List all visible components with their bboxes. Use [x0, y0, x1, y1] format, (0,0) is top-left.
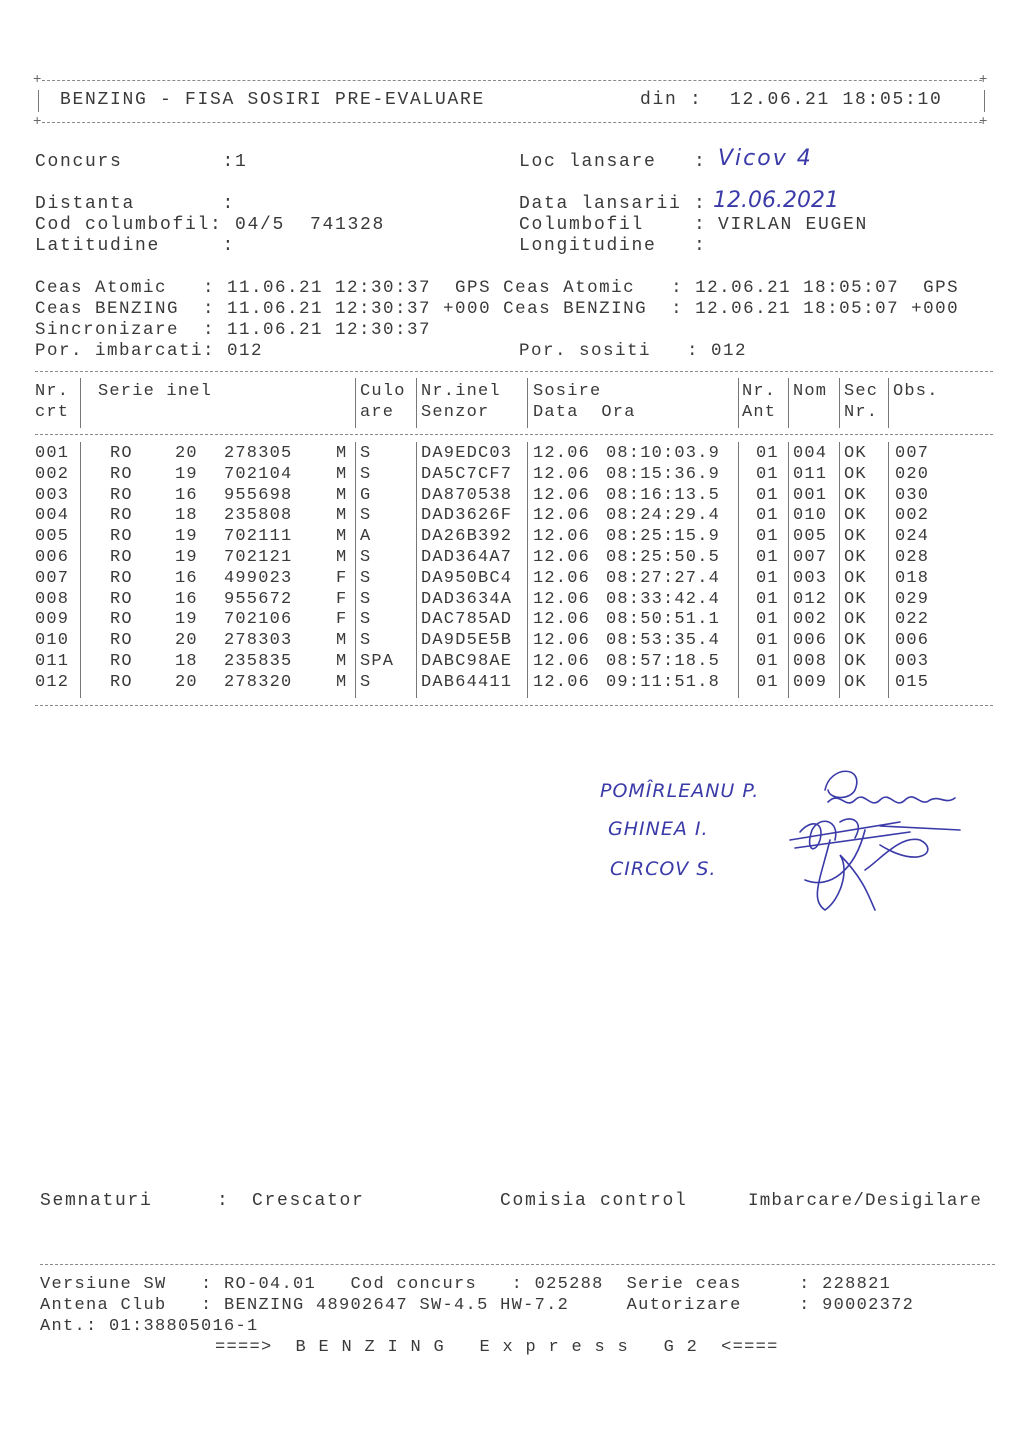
cell-ring: 955698 [224, 485, 293, 505]
header-sosire: Sosire [533, 382, 602, 401]
header-sec-nr: Nr. [844, 403, 879, 422]
cell-nom: 009 [793, 672, 828, 692]
cell-antenna: 01 [756, 568, 779, 588]
clock-line-benzing: Ceas BENZING : 11.06.21 12:30:37 +000 Ceas BENZING : 12.06.21 18:05:07 +000 [35, 299, 960, 319]
semnaturi-label: Semnaturi [40, 1191, 153, 1211]
box-corner: + [979, 114, 988, 130]
cell-sec: OK [844, 672, 867, 692]
cell-sensor: DA870538 [421, 485, 513, 505]
cell-antenna: 01 [756, 610, 779, 630]
header-nr-ant: Nr. [742, 382, 777, 401]
cell-year: 18 [175, 506, 198, 526]
cell-sec: OK [844, 464, 867, 484]
cell-ring: 702106 [224, 610, 293, 630]
cell-nr: 012 [35, 672, 70, 692]
cell-year: 18 [175, 652, 198, 671]
cell-nr: 002 [35, 464, 70, 484]
header-serie: Serie inel [98, 382, 213, 401]
cod-columbofil-value: 04/5 741328 [235, 215, 386, 235]
cell-country: RO [110, 610, 133, 630]
cell-color: S [360, 610, 372, 630]
distanta-label: Distanta : [35, 194, 236, 214]
cell-obs: 015 [895, 672, 930, 692]
footer-version-line: Versiune SW : RO-04.01 Cod concurs : 025288 Serie ceas : 228821 [40, 1275, 892, 1294]
column-separator [788, 378, 789, 428]
cell-nr: 006 [35, 548, 70, 567]
signature-name: POMÎRLEANU P. [600, 780, 760, 802]
cell-time: 08:15:36.9 [606, 464, 721, 484]
cell-antenna: 01 [756, 527, 779, 547]
cell-nom: 006 [793, 631, 828, 651]
cell-sensor: DA950BC4 [421, 568, 513, 588]
box-corner: + [979, 72, 988, 88]
cell-year: 19 [175, 548, 198, 567]
page-title: BENZING - FISA SOSIRI PRE-EVALUARE [60, 90, 486, 110]
header-sec: Sec [844, 382, 879, 401]
cell-time: 08:53:35.4 [606, 631, 721, 651]
column-separator [839, 378, 840, 428]
clock-line-atomic: Ceas Atomic : 11.06.21 12:30:37 GPS Ceas Atomic : 12.06.21 18:05:07 GPS [35, 278, 960, 298]
cell-antenna: 01 [756, 464, 779, 484]
cell-obs: 029 [895, 589, 930, 609]
cell-color: S [360, 672, 372, 692]
cell-country: RO [110, 568, 133, 588]
cell-country: RO [110, 464, 133, 484]
column-separator [355, 378, 356, 428]
column-separator [416, 378, 417, 428]
cell-sex: F [336, 568, 348, 588]
table-bottom-rule [35, 705, 993, 706]
cell-time: 08:50:51.1 [606, 610, 721, 630]
cell-nr: 009 [35, 610, 70, 630]
cell-sensor: DAD3626F [421, 506, 513, 526]
cell-obs: 022 [895, 610, 930, 630]
cell-date: 12.06 [533, 631, 591, 651]
column-separator [80, 442, 81, 698]
signature-name: GHINEA I. [608, 818, 709, 840]
din-value: 12.06.21 18:05:10 [730, 90, 943, 110]
cell-date: 12.06 [533, 527, 591, 547]
cell-year: 16 [175, 589, 198, 609]
cell-date: 12.06 [533, 610, 591, 630]
cell-sec: OK [844, 589, 867, 609]
signature-crescator: Crescator [252, 1191, 365, 1211]
cell-nr: 001 [35, 444, 70, 463]
cell-color: S [360, 589, 372, 609]
clock-line-sync: Sincronizare : 11.06.21 12:30:37 [35, 320, 432, 340]
cell-color: G [360, 485, 372, 505]
cell-country: RO [110, 506, 133, 526]
footer-divider [40, 1264, 995, 1265]
cell-antenna: 01 [756, 485, 779, 505]
cell-ring: 702104 [224, 464, 293, 484]
cell-year: 19 [175, 464, 198, 484]
column-separator [738, 442, 739, 698]
din-label: din : [640, 90, 703, 110]
cell-nr: 010 [35, 631, 70, 651]
signature-imbarcare: Imbarcare/Desigilare [748, 1191, 983, 1211]
cell-nom: 003 [793, 568, 828, 588]
cell-antenna: 01 [756, 506, 779, 526]
cell-sensor: DAB64411 [421, 672, 513, 692]
cell-sex: M [336, 672, 348, 692]
latitudine-label: Latitudine : [35, 236, 236, 256]
cell-time: 08:57:18.5 [606, 652, 721, 671]
cell-time: 08:25:50.5 [606, 548, 721, 567]
cell-country: RO [110, 485, 133, 505]
cell-country: RO [110, 527, 133, 547]
cell-ring: 278303 [224, 631, 293, 651]
cell-year: 20 [175, 444, 198, 463]
cell-date: 12.06 [533, 506, 591, 526]
cell-time: 08:27:27.4 [606, 568, 721, 588]
cell-country: RO [110, 631, 133, 651]
cell-time: 08:25:15.9 [606, 527, 721, 547]
header-nom: Nom [793, 382, 828, 401]
column-separator [80, 378, 81, 428]
header-crt: crt [35, 403, 70, 422]
column-separator [888, 442, 889, 698]
concurs-value: 1 [235, 152, 248, 172]
cell-color: S [360, 568, 372, 588]
cell-ring: 235808 [224, 506, 293, 526]
cell-sex: M [336, 527, 348, 547]
cell-obs: 028 [895, 548, 930, 567]
cell-sex: M [336, 506, 348, 526]
header-ant: Ant [742, 403, 777, 422]
cell-color: S [360, 444, 372, 463]
cell-color: S [360, 464, 372, 484]
concurs-label: Concurs : [35, 152, 236, 172]
columbofil-label: Columbofil : [519, 215, 707, 235]
cell-sec: OK [844, 631, 867, 651]
cell-sensor: DA5C7CF7 [421, 464, 513, 484]
cell-sec: OK [844, 444, 867, 463]
cell-nr: 005 [35, 527, 70, 547]
cell-sensor: DAD3634A [421, 589, 513, 609]
pigeons-boarded: Por. imbarcati: 012 [35, 341, 264, 361]
column-separator [788, 442, 789, 698]
header-nr-inel: Nr.inel [421, 382, 501, 401]
footer-antena-line: Antena Club : BENZING 48902647 SW-4.5 HW-7.2 Autorizare : 90002372 [40, 1296, 915, 1315]
cell-country: RO [110, 444, 133, 463]
cell-antenna: 01 [756, 631, 779, 651]
cell-sex: M [336, 485, 348, 505]
cell-obs: 007 [895, 444, 930, 463]
table-top-rule [35, 371, 993, 372]
cell-sex: M [336, 444, 348, 463]
cell-date: 12.06 [533, 444, 591, 463]
cell-sensor: DA9D5E5B [421, 631, 513, 651]
cell-color: A [360, 527, 372, 547]
cell-country: RO [110, 548, 133, 567]
signature-comisia: Comisia control [500, 1191, 688, 1211]
cell-time: 08:24:29.4 [606, 506, 721, 526]
cell-sec: OK [844, 652, 867, 671]
cell-antenna: 01 [756, 548, 779, 567]
cell-antenna: 01 [756, 652, 779, 671]
cell-nr: 011 [35, 652, 70, 671]
box-corner: + [33, 72, 42, 88]
cell-ring: 235835 [224, 652, 293, 671]
cell-antenna: 01 [756, 589, 779, 609]
divider [38, 90, 39, 112]
loc-lansare-label: Loc lansare : [519, 152, 707, 172]
cell-obs: 006 [895, 631, 930, 651]
table-header-rule [35, 434, 993, 435]
header-senzor: Senzor [421, 403, 490, 422]
cell-nr: 008 [35, 589, 70, 609]
cell-year: 20 [175, 631, 198, 651]
pigeons-arrived: Por. sositi : 012 [519, 341, 748, 361]
cell-sec: OK [844, 506, 867, 526]
cell-color: S [360, 548, 372, 567]
cell-sensor: DABC98AE [421, 652, 513, 671]
cell-date: 12.06 [533, 672, 591, 692]
cell-nr: 003 [35, 485, 70, 505]
cell-country: RO [110, 672, 133, 692]
loc-lansare-value: Vicov 4 [718, 146, 813, 171]
cell-sex: M [336, 652, 348, 671]
cell-year: 19 [175, 527, 198, 547]
column-separator [527, 442, 528, 698]
cod-columbofil-label: Cod columbofil: [35, 215, 223, 235]
cell-time: 09:11:51.8 [606, 672, 721, 692]
cell-sec: OK [844, 548, 867, 567]
cell-antenna: 01 [756, 444, 779, 463]
cell-nom: 012 [793, 589, 828, 609]
cell-nom: 011 [793, 464, 828, 484]
column-separator [355, 442, 356, 698]
cell-obs: 024 [895, 527, 930, 547]
cell-color: S [360, 506, 372, 526]
cell-date: 12.06 [533, 548, 591, 567]
cell-sensor: DAD364A7 [421, 548, 513, 567]
cell-date: 12.06 [533, 589, 591, 609]
cell-date: 12.06 [533, 652, 591, 671]
columbofil-value: VIRLAN EUGEN [718, 215, 869, 235]
cell-sex: M [336, 548, 348, 567]
cell-sex: F [336, 610, 348, 630]
signature-scribble [770, 760, 980, 920]
cell-year: 19 [175, 610, 198, 630]
cell-ring: 702111 [224, 527, 293, 547]
cell-sec: OK [844, 527, 867, 547]
cell-country: RO [110, 652, 133, 671]
column-separator [888, 378, 889, 428]
cell-ring: 278320 [224, 672, 293, 692]
cell-obs: 003 [895, 652, 930, 671]
cell-time: 08:16:13.5 [606, 485, 721, 505]
cell-nom: 010 [793, 506, 828, 526]
cell-nr: 004 [35, 506, 70, 526]
cell-ring: 702121 [224, 548, 293, 567]
signature-name: CIRCOV S. [610, 858, 717, 880]
cell-sensor: DA9EDC03 [421, 444, 513, 463]
column-separator [416, 442, 417, 698]
divider [984, 90, 985, 112]
semnaturi-colon: : [217, 1191, 230, 1211]
footer-ant-line: Ant.: 01:38805016-1 [40, 1317, 259, 1336]
cell-nom: 002 [793, 610, 828, 630]
cell-sensor: DAC785AD [421, 610, 513, 630]
cell-sec: OK [844, 610, 867, 630]
cell-obs: 020 [895, 464, 930, 484]
cell-sex: F [336, 589, 348, 609]
cell-nom: 008 [793, 652, 828, 671]
cell-ring: 955672 [224, 589, 293, 609]
cell-sensor: DA26B392 [421, 527, 513, 547]
cell-year: 20 [175, 672, 198, 692]
cell-nom: 001 [793, 485, 828, 505]
cell-year: 16 [175, 485, 198, 505]
longitudine-label: Longitudine : [519, 236, 707, 256]
cell-obs: 018 [895, 568, 930, 588]
cell-color: SPA [360, 652, 395, 671]
header-data-ora: Data Ora [533, 403, 636, 422]
cell-sec: OK [844, 568, 867, 588]
header-are: are [360, 403, 395, 422]
cell-color: S [360, 631, 372, 651]
cell-ring: 499023 [224, 568, 293, 588]
cell-nom: 007 [793, 548, 828, 567]
cell-sex: M [336, 464, 348, 484]
data-lansarii-label: Data lansarii : [519, 194, 707, 214]
cell-nom: 005 [793, 527, 828, 547]
cell-time: 08:33:42.4 [606, 589, 721, 609]
cell-time: 08:10:03.9 [606, 444, 721, 463]
cell-date: 12.06 [533, 485, 591, 505]
cell-antenna: 01 [756, 672, 779, 692]
column-separator [839, 442, 840, 698]
cell-sec: OK [844, 485, 867, 505]
cell-obs: 002 [895, 506, 930, 526]
header-obs: Obs. [893, 382, 939, 401]
cell-nom: 004 [793, 444, 828, 463]
divider [42, 122, 982, 123]
header-nr: Nr. [35, 382, 70, 401]
divider [42, 80, 982, 81]
data-lansarii-value: 12.06.2021 [713, 188, 839, 213]
cell-sex: M [336, 631, 348, 651]
cell-year: 16 [175, 568, 198, 588]
column-separator [527, 378, 528, 428]
cell-date: 12.06 [533, 464, 591, 484]
cell-ring: 278305 [224, 444, 293, 463]
column-separator [738, 378, 739, 428]
cell-date: 12.06 [533, 568, 591, 588]
cell-nr: 007 [35, 568, 70, 588]
header-culo: Culo [360, 382, 406, 401]
cell-obs: 030 [895, 485, 930, 505]
footer-banner: ====> B E N Z I N G E x p r e s s G 2 <==== [215, 1338, 779, 1357]
box-corner: + [33, 114, 42, 130]
cell-country: RO [110, 589, 133, 609]
